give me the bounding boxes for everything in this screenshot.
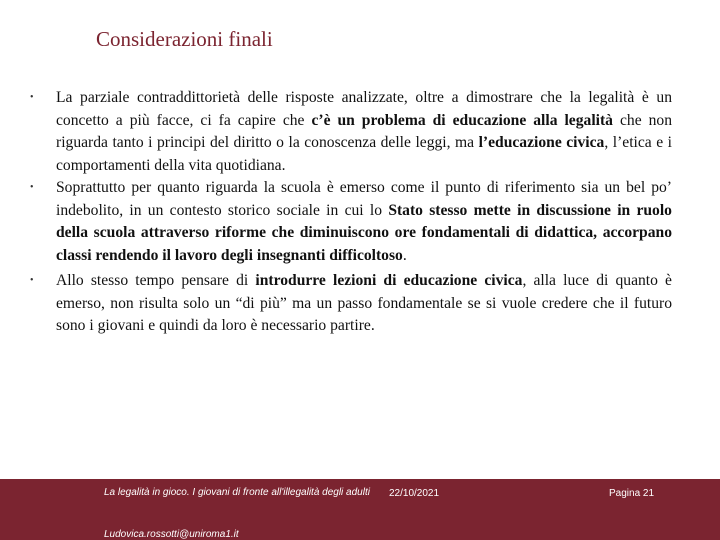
bullet-text-bold: l’educazione civica	[478, 134, 605, 151]
bullet-text-bold: Stato stesso mette in discussione in ruolo della scuola attraverso riforme che diminuiscono ore fondamentali di didattica, accorpano classi rendendo il lavoro degli insegnanti difficoltoso	[56, 201, 672, 264]
bullet-marker: •	[30, 92, 34, 103]
footer-author-email: Ludovica.rossotti@uniroma1.it	[104, 529, 239, 540]
bullet-text-segment: che non riguarda tanto i principi del diritto o la conoscenza delle leggi, ma	[56, 111, 672, 151]
bullet-list	[26, 87, 672, 338]
bullet-item	[26, 177, 672, 267]
bullet-text-bold: c’è un problema di educazione alla legalità	[311, 111, 613, 129]
footer-bar	[0, 479, 720, 540]
bullet-marker: •	[30, 182, 34, 193]
bullet-text-segment: Soprattutto per quanto riguarda la scuola è emerso come il punto di riferimento sia un bel po’ indebolito, in un contesto storico sociale in cui lo	[56, 179, 672, 219]
bullet-item	[26, 87, 672, 177]
bullet-text-segment: .	[402, 246, 407, 264]
bullet-text-segment: , l’etica e i comportamenti della vita quotidiana.	[56, 134, 672, 174]
footer-document-title: La legalità in gioco. I giovani di fronte all'illegalità degli adulti	[104, 487, 370, 498]
bullet-text	[56, 179, 672, 264]
bullet-text-segment: , alla luce di quanto è emerso, non risulta solo un “di più” ma un passo fondamentale se si vuole credere che il futuro sono i giovani e quindi da loro è necessario partire.	[56, 272, 672, 334]
bullet-text-segment: La parziale contraddittorietà delle risposte analizzate, oltre a dimostrare che la legalità è un concetto a più facce, ci fa capire che	[56, 89, 672, 129]
bullet-text	[56, 272, 672, 334]
bullet-text	[56, 89, 672, 174]
bullet-text-segment: Allo stesso tempo pensare di	[56, 272, 256, 289]
bullet-item	[26, 270, 672, 338]
slide-title: Considerazioni finali	[96, 27, 273, 51]
footer-page-number: Pagina 21	[609, 488, 655, 499]
bullet-marker: •	[30, 275, 34, 286]
footer-date: 22/10/2021	[389, 488, 440, 499]
bullet-text-bold: introdurre lezioni di educazione civica	[255, 272, 523, 289]
